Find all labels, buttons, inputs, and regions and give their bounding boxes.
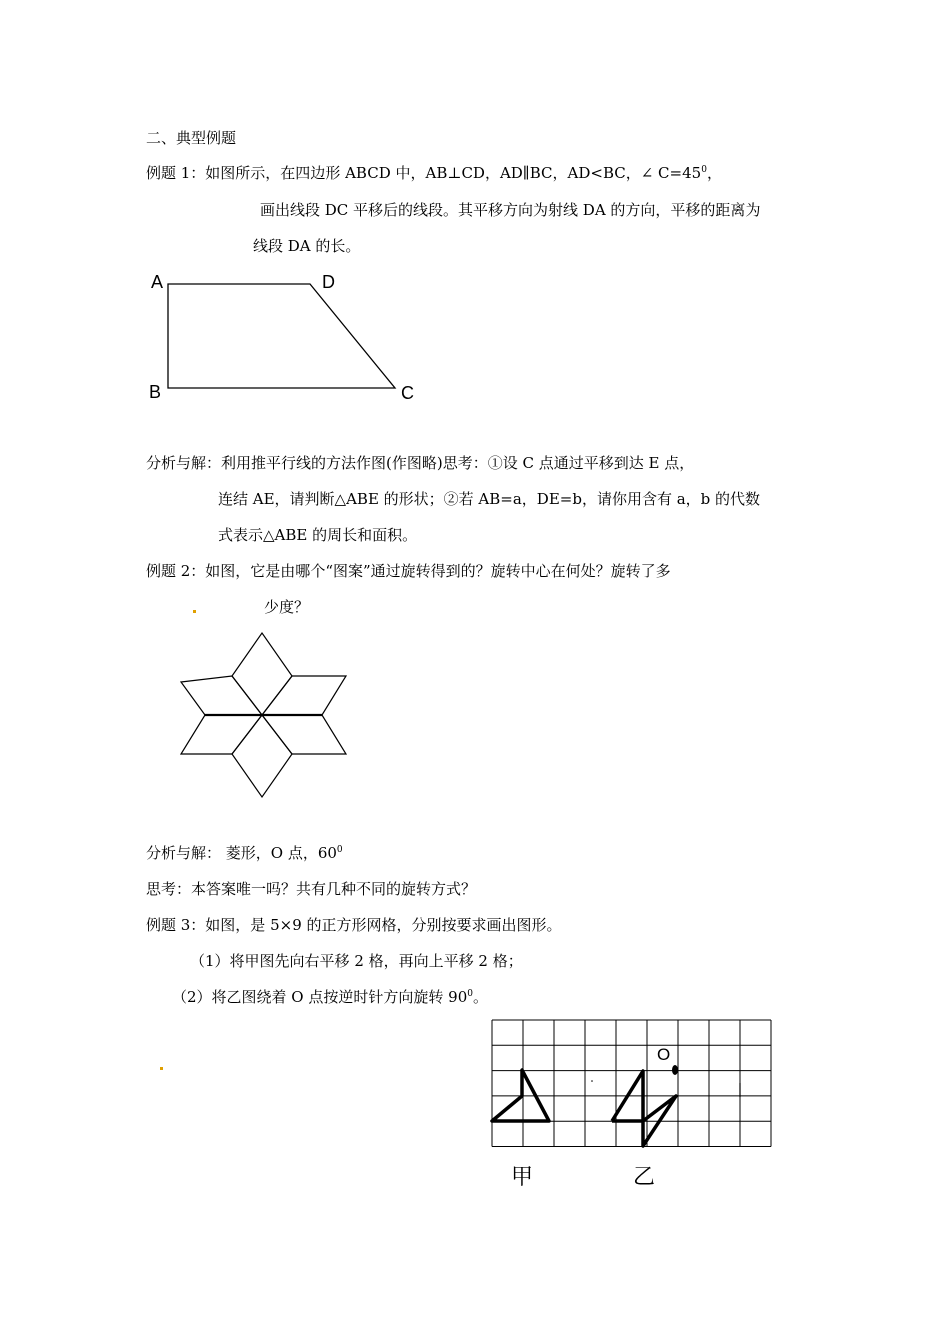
example3-item1: （1）将甲图先向右平移 2 格，再向上平移 2 格；	[190, 952, 523, 970]
label-jia: 甲	[511, 1164, 534, 1189]
stray-dot	[193, 610, 196, 613]
analysis1-line1: 分析与解：利用推平行线的方法作图(作图略)思考：①设 C 点通过平移到达 E 点，	[146, 454, 695, 472]
rhombus-upper-right	[262, 676, 346, 715]
point-label-b: B	[149, 382, 162, 402]
analysis2-text: 分析与解： 菱形，O 点，60	[146, 844, 337, 862]
point-o-dot	[672, 1065, 678, 1075]
analysis2-degree-sup: 0	[336, 845, 343, 855]
think-line: 思考：本答案唯一吗？共有几种不同的旋转方式？	[146, 880, 477, 898]
example1-line2: 画出线段 DC 平移后的线段。其平移方向为射线 DA 的方向，平移的距离为	[260, 201, 761, 219]
trapezoid-abcd	[168, 284, 395, 388]
point-label-a: A	[151, 272, 164, 292]
example1-line1-text: 例题 1：如图所示，在四边形 ABCD 中，AB⊥CD，AD∥BC，AD<BC，∠ C=45	[146, 164, 702, 182]
example3-item2	[172, 987, 488, 1007]
yi-shape-left	[612, 1071, 643, 1121]
yi-shape-right	[643, 1096, 676, 1146]
rhombus-top	[232, 633, 292, 715]
analysis2-line	[146, 843, 343, 863]
rhombus-bottom	[232, 715, 292, 797]
label-yi: 乙	[633, 1164, 656, 1189]
example1-line1	[146, 163, 722, 183]
example2-line2: 少度？	[264, 598, 310, 616]
example3-degree-sup: 0	[467, 989, 473, 999]
section-title: 二、典型例题	[146, 129, 237, 147]
example3-item2-end: 。	[472, 988, 488, 1006]
point-label-o: O	[657, 1045, 671, 1064]
example3-item2-text: （2）将乙图绕着 O 点按逆时针方向旋转 90	[172, 988, 468, 1006]
analysis1-line3: 式表示△ABE 的周长和面积。	[218, 526, 418, 544]
rhombus-lower-left	[181, 715, 262, 754]
jia-shape	[492, 1070, 549, 1121]
rhombus-upper-left	[181, 676, 262, 715]
point-label-d: D	[322, 272, 335, 292]
stray-dot-2	[160, 1067, 163, 1070]
rhombus-lower-right	[262, 715, 346, 754]
example1-line1-end: ，	[706, 164, 722, 182]
grid-tiny-dot	[591, 1080, 593, 1082]
example2-line1: 例题 2：如图，它是由哪个“图案”通过旋转得到的？旋转中心在何处？旋转了多	[146, 562, 671, 580]
point-label-c: C	[401, 383, 414, 403]
example1-line3: 线段 DA 的长。	[253, 237, 361, 255]
analysis1-line2: 连结 AE，请判断△ABE 的形状；②若 AB=a，DE=b，请你用含有 a，b 的代数	[218, 490, 761, 508]
example3-line1: 例题 3：如图，是 5×9 的正方形网格，分别按要求画出图形。	[146, 916, 562, 934]
example1-degree-sup: 0	[701, 165, 707, 175]
